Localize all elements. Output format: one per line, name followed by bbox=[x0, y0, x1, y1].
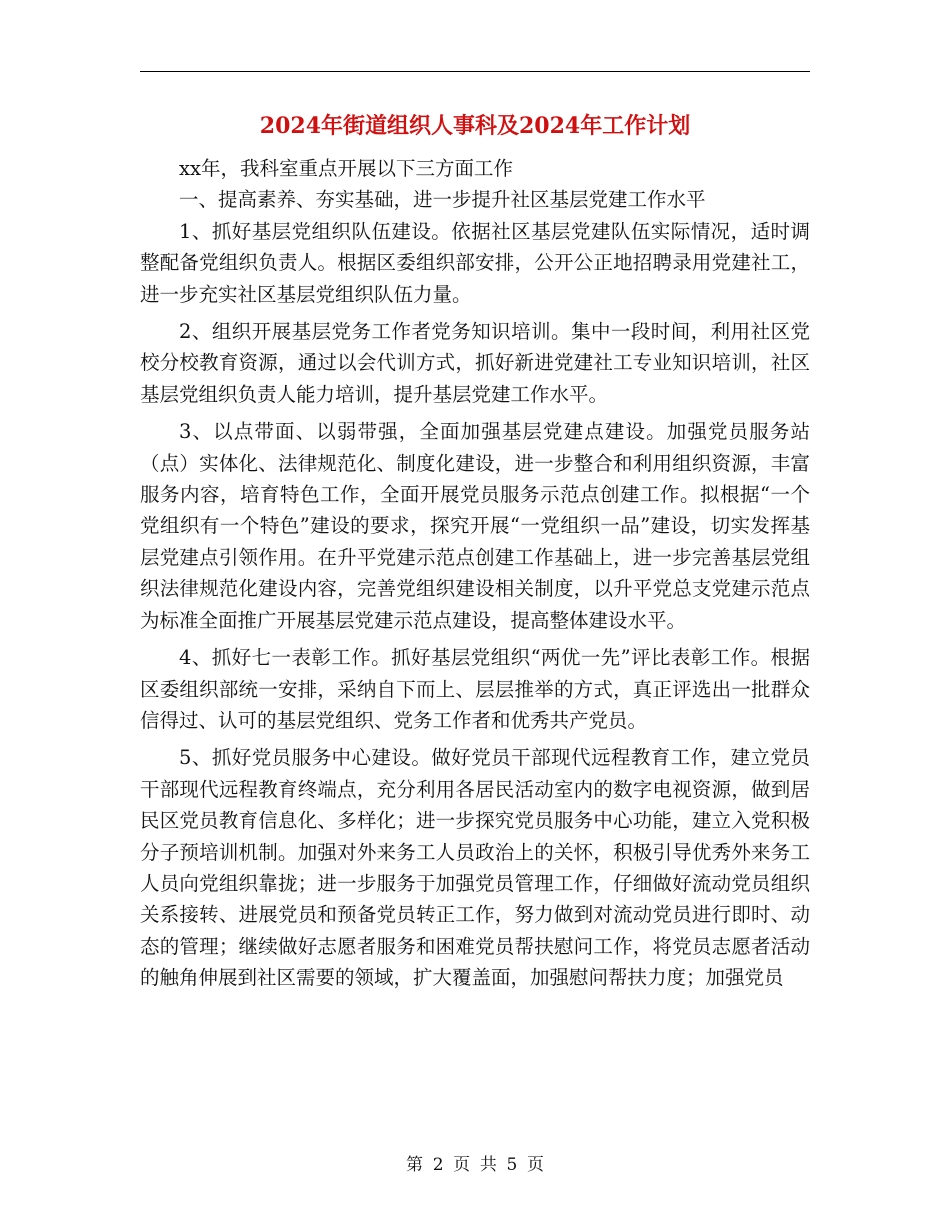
document-body bbox=[140, 153, 810, 994]
paragraph-intro: xx年，我科室重点开展以下三方面工作 bbox=[179, 157, 513, 180]
paragraph-item-2: 2、组织开展基层党务工作者党务知识培训。集中一段时间，利用社区党校分校教育资源，通过以会代训方式，抓好新进党建社工专业知识培训，社区基层党组织负责人能力培训，提升基层党建工作水平。 bbox=[140, 320, 810, 406]
paragraph-item-4: 4、抓好七一表彰工作。抓好基层党组织“两优一先”评比表彰工作。根据区委组织部统一安排，采纳自下而上、层层推举的方式，真正评选出一批群众信得过、认可的基层党组织、党务工作者和优秀共产党员。 bbox=[140, 646, 810, 732]
section-heading-1: 一、提高素养、夯实基础，进一步提升社区基层党建工作水平 bbox=[179, 188, 706, 212]
paragraph-item-3: 3、以点带面、以弱带强，全面加强基层党建点建设。加强党员服务站（点）实体化、法律规范化、制度化建设，进一步整合和利用组织资源，丰富服务内容，培育特色工作，全面开展党员服务示范点创建工作。拟根据“一个党组织有一个特色”建设的要求，探究开展“一党组织一品”建设，切实发挥基层党建点引领作用。在升平党建示范点创建工作基础上，进一步完善基层党组织法律规范化建设内容，完善党组织建设相关制度，以升平党总支党建示范点为标准全面推广开展基层党建示范点建设，提高整体建设水平。 bbox=[140, 420, 810, 632]
paragraph-item-5: 5、抓好党员服务中心建设。做好党员干部现代远程教育工作，建立党员干部现代远程教育终端点，充分利用各居民活动室内的数字电视资源，做到居民区党员教育信息化、多样化；进一步探究党员服务中心功能，建立入党积极分子预培训机制。加强对外来务工人员政治上的关怀，积极引导优秀外来务工人员向党组织靠拢；进一步服务于加强党员管理工作，仔细做好流动党员组织关系接转、进展党员和预备党员转正工作，努力做到对流动党员进行即时、动态的管理；继续做好志愿者服务和困难党员帮扶慰问工作，将党员志愿者活动的触角伸展到社区需要的领域，扩大覆盖面，加强慰问帮扶力度；加强党员 bbox=[140, 746, 810, 990]
header-rule bbox=[140, 71, 810, 72]
document-title: 2024年街道组织人事科及2024年工作计划 bbox=[259, 113, 691, 139]
paragraph-item-1: 1、抓好基层党组织队伍建设。依据社区基层党建队伍实际情况，适时调整配备党组织负责人。根据区委组织部安排，公开公正地招聘录用党建社工，进一步充实社区基层党组织队伍力量。 bbox=[140, 219, 810, 306]
page-number-footer: 第 2 页 共 5 页 bbox=[406, 1155, 544, 1175]
